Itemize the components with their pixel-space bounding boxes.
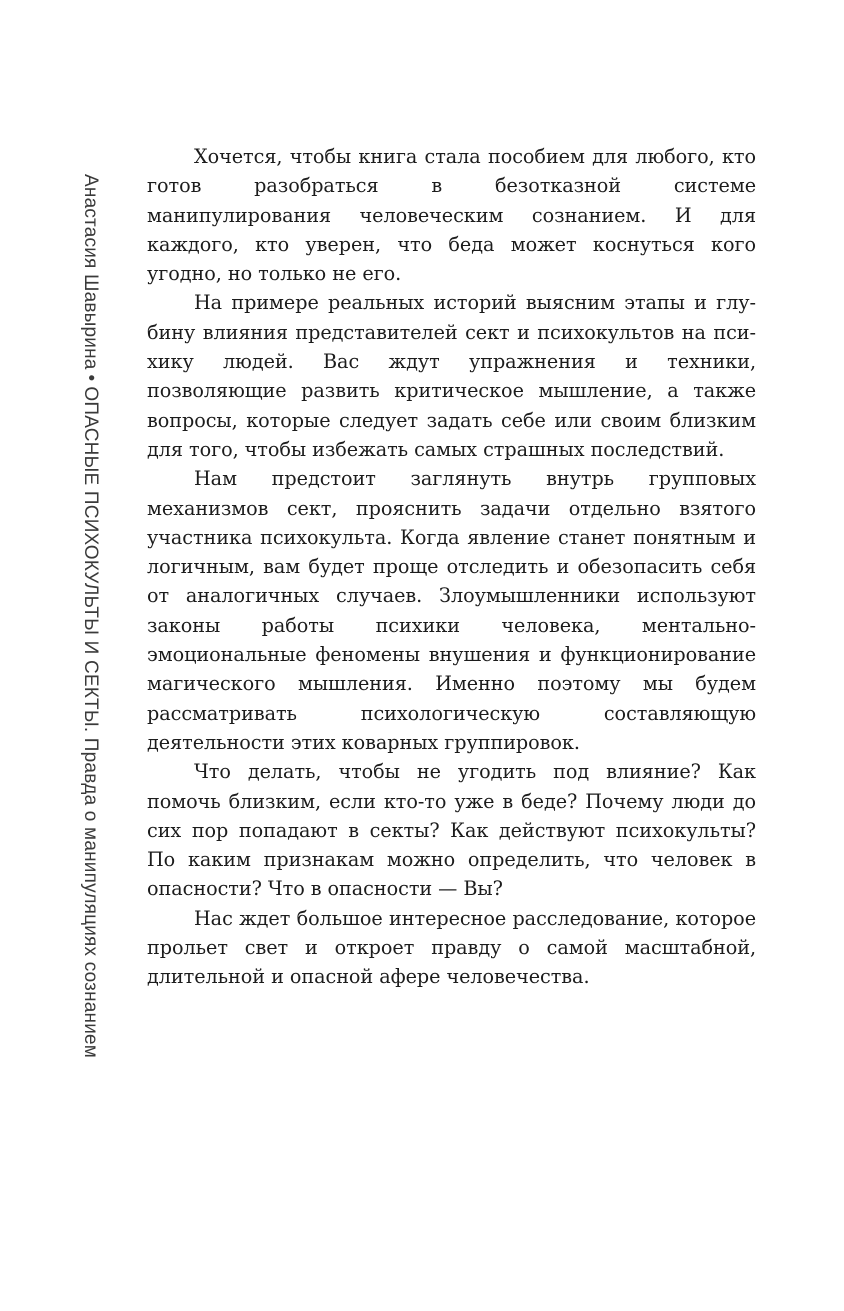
paragraph-5: Нас ждет большое интересное расследование, которое прольет свет и откроет правду о самой масштабной, длительной и опасной афере человечества. [147, 906, 756, 989]
paragraph-2: На примере реальных историй выясним этапы и глубину влияния представителей сект и психокультов на психику людей. Вас ждут упражнения и техники, позволяющие развить критическое мышление, а также вопросы, которые следует задать себе или своим близким для того, чтобы избежать самых страшных последствий. [147, 291, 756, 461]
running-head-title: ОПАСНЫЕ ПСИХОКУЛЬТЫ И СЕКТЫ. Правда о манипуляциях сознанием [80, 386, 101, 1059]
running-head-separator: • [80, 374, 101, 382]
paragraph-4: Что делать, чтобы не угодить под влияние? Как помочь близким, если кто-то уже в беде? Почему люди до сих пор попадают в секты? Как действуют психокульты? По каким признакам можно определить, что человек в опасности? Что в опасности — Вы? [147, 760, 756, 901]
body-text [147, 142, 756, 992]
running-head-author: Анастасия Шавырина [80, 174, 101, 370]
running-head [72, 174, 108, 1074]
paragraph-1: Хочется, чтобы книга стала пособием для любого, кто готов разобраться в безотказной системе манипулирования человеческим сознанием. И для каждого, кто уверен, что беда может коснуться кого угодно, но только не его. [147, 145, 756, 286]
paragraph-3: Нам предстоит заглянуть внутрь групповых механизмов сект, прояснить задачи отдельно взятого участника психокульта. Когда явление станет понятным и логичным, вам будет проще отследить и обезопасить себя от аналогичных случаев. Злоумышленники используют законы работы психики человека, ментально-эмоциональные феномены внушения и функционирование магического мышления. Именно поэтому мы будем рассматривать психологическую составляющую деятельности этих коварных группировок. [147, 467, 756, 754]
